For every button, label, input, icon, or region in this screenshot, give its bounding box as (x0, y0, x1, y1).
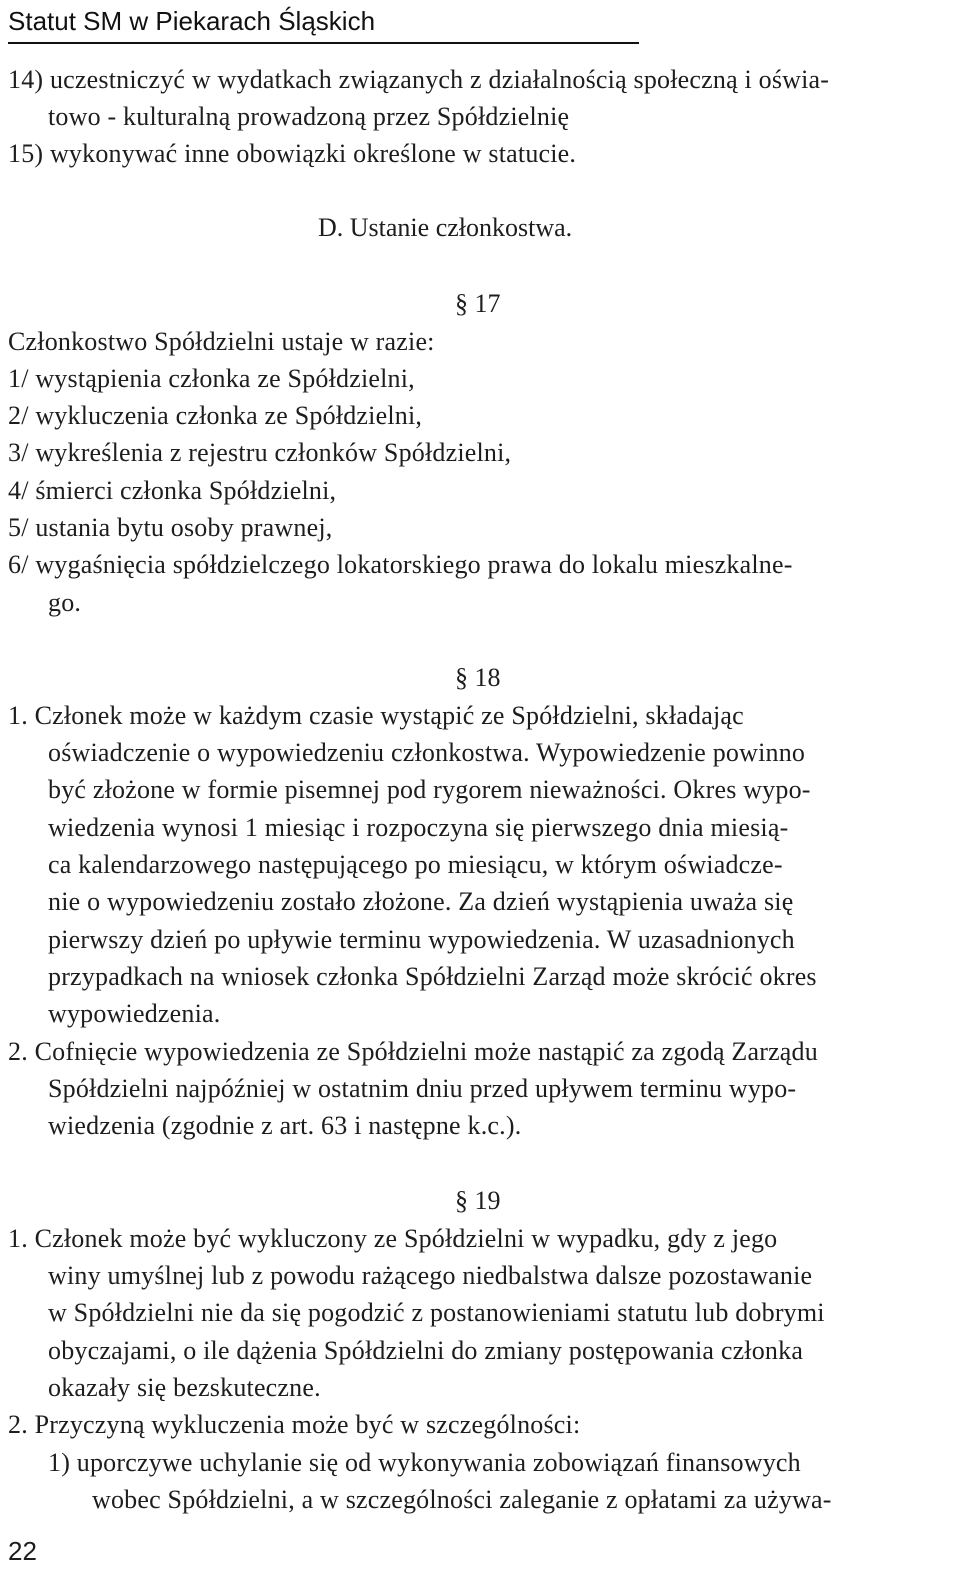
section-heading: D. Ustanie członkostwa. (318, 213, 573, 242)
p18-line: oświadczenie o wypowiedzeniu członkostwa. Wypowiedzenie powinno (48, 738, 806, 767)
paragraph-mark-19: § 19 (455, 1186, 501, 1215)
p19-line: 2. Przyczyną wykluczenia może być w szczególności: (8, 1410, 581, 1439)
p17-line: 2/ wykluczenia członka ze Spółdzielni, (8, 401, 423, 430)
p19-line: 1) uporczywe uchylanie się od wykonywania zobowiązań finansowych (48, 1448, 801, 1477)
p19-line: winy umyślnej lub z powodu rażącego niedbalstwa dalsze pozostawanie (48, 1261, 813, 1290)
p18-line: pierwszy dzień po upływie terminu wypowiedzenia. W uzasadnionych (48, 925, 795, 954)
p18-line: wypowiedzenia. (48, 999, 221, 1028)
list-item-14: 14) uczestniczyć w wydatkach związanych z działalnością społeczną i oświa- (8, 65, 830, 94)
running-header: Statut SM w Piekarach Śląskich (8, 6, 376, 36)
p19-line: wobec Spółdzielni, a w szczególności zaleganie z opłatami za używa- (92, 1485, 832, 1514)
p19-line: w Spółdzielni nie da się pogodzić z postanowieniami statutu lub dobrymi (48, 1298, 825, 1327)
p18-line: nie o wypowiedzeniu zostało złożone. Za dzień wystąpienia uważa się (48, 887, 794, 916)
header-rule (8, 42, 639, 44)
p18-line: Spółdzielni najpóźniej w ostatnim dniu przed upływem terminu wypo- (48, 1074, 797, 1103)
p17-line: Członkostwo Spółdzielni ustaje w razie: (8, 327, 435, 356)
paragraph-mark-18: § 18 (455, 663, 501, 692)
p18-line: 1. Członek może w każdym czasie wystąpić ze Spółdzielni, składając (8, 701, 744, 730)
p17-line: 4/ śmierci członka Spółdzielni, (8, 476, 337, 505)
p18-line: ca kalendarzowego następującego po miesiącu, w którym oświadcze- (48, 850, 783, 879)
p18-line: być złożone w formie pisemnej pod rygorem nieważności. Okres wypo- (48, 775, 811, 804)
p18-line: wiedzenia wynosi 1 miesiąc i rozpoczyna się pierwszego dnia miesią- (48, 813, 789, 842)
p18-line: 2. Cofnięcie wypowiedzenia ze Spółdzielni może nastąpić za zgodą Zarządu (8, 1037, 818, 1066)
p17-line: 6/ wygaśnięcia spółdzielczego lokatorskiego prawa do lokalu mieszkalne- (8, 550, 793, 579)
p17-line: go. (48, 588, 82, 617)
p19-line: obyczajami, o ile dążenia Spółdzielni do zmiany postępowania członka (48, 1336, 804, 1365)
page-number: 22 (8, 1536, 37, 1566)
p19-line: okazały się bezskuteczne. (48, 1373, 321, 1402)
p17-line: 1/ wystąpienia członka ze Spółdzielni, (8, 364, 415, 393)
list-item-14-cont: towo - kulturalną prowadzoną przez Spółdzielnię (48, 102, 570, 131)
p17-line: 5/ ustania bytu osoby prawnej, (8, 513, 333, 542)
p17-line: 3/ wykreślenia z rejestru członków Spółdzielni, (8, 438, 512, 467)
p18-line: wiedzenia (zgodnie z art. 63 i następne k.c.). (48, 1111, 522, 1140)
p19-line: 1. Członek może być wykluczony ze Spółdzielni w wypadku, gdy z jego (8, 1224, 778, 1253)
list-item-15: 15) wykonywać inne obowiązki określone w statucie. (8, 139, 577, 168)
paragraph-mark-17: § 17 (455, 289, 501, 318)
p18-line: przypadkach na wniosek członka Spółdzielni Zarząd może skrócić okres (48, 962, 817, 991)
